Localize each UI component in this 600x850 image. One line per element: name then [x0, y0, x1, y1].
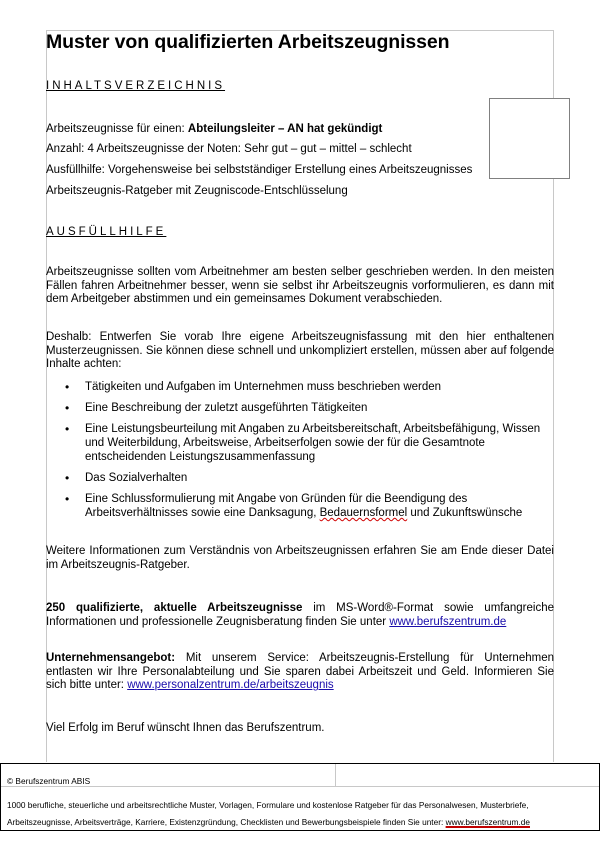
page-content	[46, 30, 554, 54]
offer2-bold: Unternehmensangebot:	[46, 652, 176, 664]
toc-line-position-prefix: Arbeitszeugnisse für einen:	[46, 123, 188, 135]
help-paragraph-1: Arbeitszeugnisse sollten vom Arbeitnehmer am besten selber geschrieben werden. In den meisten Fällen fahren Arbeitnehmer besser, wenn sie selbst ihr Arbeitszeugnis vorformulieren, es dann mit dem Arbeitgeber abstimmen und ein gemeinsames Dokument verabschieden.	[46, 266, 554, 306]
bullet-item: • Das Sozialverhalten	[46, 471, 554, 485]
offer-paragraph-2	[46, 652, 554, 693]
personalzentrum-link[interactable]: www.personalzentrum.de/arbeitszeugnis	[127, 679, 334, 692]
offer2-text: Mit unserem Service: Arbeitszeugnis-Erstellung für Unternehmen entlasten wir Ihre Personalabteilung und Sie sparen dabei Arbeitszeit und Geld. Informieren Sie sich bitte unter:	[46, 652, 554, 692]
bullet-item	[46, 492, 554, 520]
help-paragraph-2: Deshalb: Entwerfen Sie vorab Ihre eigene Arbeitszeugnisfassung mit den hier enthaltenen Musterzeugnissen. Sie können diese schnell und unkompliziert erstellen, müssen aber auf folgende Inhalte achten:	[46, 331, 554, 371]
bullet-item: • Tätigkeiten und Aufgaben im Unternehmen muss beschrieben werden	[46, 380, 554, 394]
footer-divider	[335, 764, 336, 786]
page-footer	[0, 763, 600, 831]
help-heading: AUSFÜLLHILFE	[46, 226, 167, 238]
footer-top-row	[1, 764, 599, 787]
bullet-item: • Eine Leistungsbeurteilung mit Angaben zu Arbeitsbereitschaft, Arbeitsbefähigung, Wissen und Weiterbildung, Arbeitsweise, Arbeitserfolgen sowie der für die Gesamtnote entscheidenden Leistungszusammenfassung	[46, 422, 554, 464]
toc-heading: INHALTSVERZEICHNIS	[46, 80, 226, 92]
footer-link[interactable]: www.berufszentrum.de	[445, 817, 530, 827]
footer-text-line-1: 1000 berufliche, steuerliche und arbeitsrechtliche Muster, Vorlagen, Formulare und kostenlose Ratgeber für das Personalwesen, Musterbriefe,	[7, 800, 529, 810]
footer-text-line-2	[7, 817, 530, 827]
offer1-bold: 250 qualifizierte, aktuelle Arbeitszeugnisse	[46, 602, 303, 614]
bullet5-post: und Zukunftswünsche	[407, 507, 523, 519]
toc-line-count: Anzahl: 4 Arbeitszeugnisse der Noten: Sehr gut – gut – mittel – schlecht	[46, 143, 412, 155]
berufszentrum-link[interactable]: www.berufszentrum.de	[389, 615, 507, 628]
document-title: Muster von qualifizierten Arbeitszeugnissen	[46, 31, 450, 53]
toc-line-help: Ausfüllhilfe: Vorgehensweise bei selbstständiger Erstellung eines Arbeitszeugnisses	[46, 164, 473, 176]
help-bullet-list	[46, 380, 554, 527]
bullet-item: • Eine Beschreibung der zuletzt ausgeführten Tätigkeiten	[46, 401, 554, 415]
help-paragraph-3: Weitere Informationen zum Verständnis von Arbeitszeugnissen erfahren Sie am Ende dieser Datei im Arbeitszeugnis-Ratgeber.	[46, 545, 554, 571]
toc-line-position-bold: Abteilungsleiter – AN hat gekündigt	[187, 123, 383, 135]
toc-line-position	[46, 122, 382, 136]
closing-line: Viel Erfolg im Beruf wünscht Ihnen das Berufszentrum.	[46, 722, 325, 734]
footer-text-line-2-pre: Arbeitszeugnisse, Arbeitsverträge, Karriere, Existenzgründung, Checklisten und Bewerbungsbeispiele finden Sie unter:	[7, 817, 446, 827]
toc-line-guide: Arbeitszeugnis-Ratgeber mit Zeugniscode-Entschlüsselung	[46, 185, 348, 197]
offer1-text: im MS-Word®-Format sowie umfangreiche Informationen und professionelle Zeugnisberatung finden Sie unter	[46, 602, 554, 628]
image-placeholder-box	[489, 98, 570, 179]
offer-paragraph-1	[46, 602, 554, 629]
bullet5-spellchecked-word: Bedauernsformel	[319, 507, 408, 519]
bullet5-pre: Eine Schlussformulierung mit Angabe von Gründen für die Beendigung des Arbeitsverhältnisses sowie eine Danksagung,	[85, 493, 468, 519]
footer-copyright: © Berufszentrum ABIS	[7, 776, 91, 786]
